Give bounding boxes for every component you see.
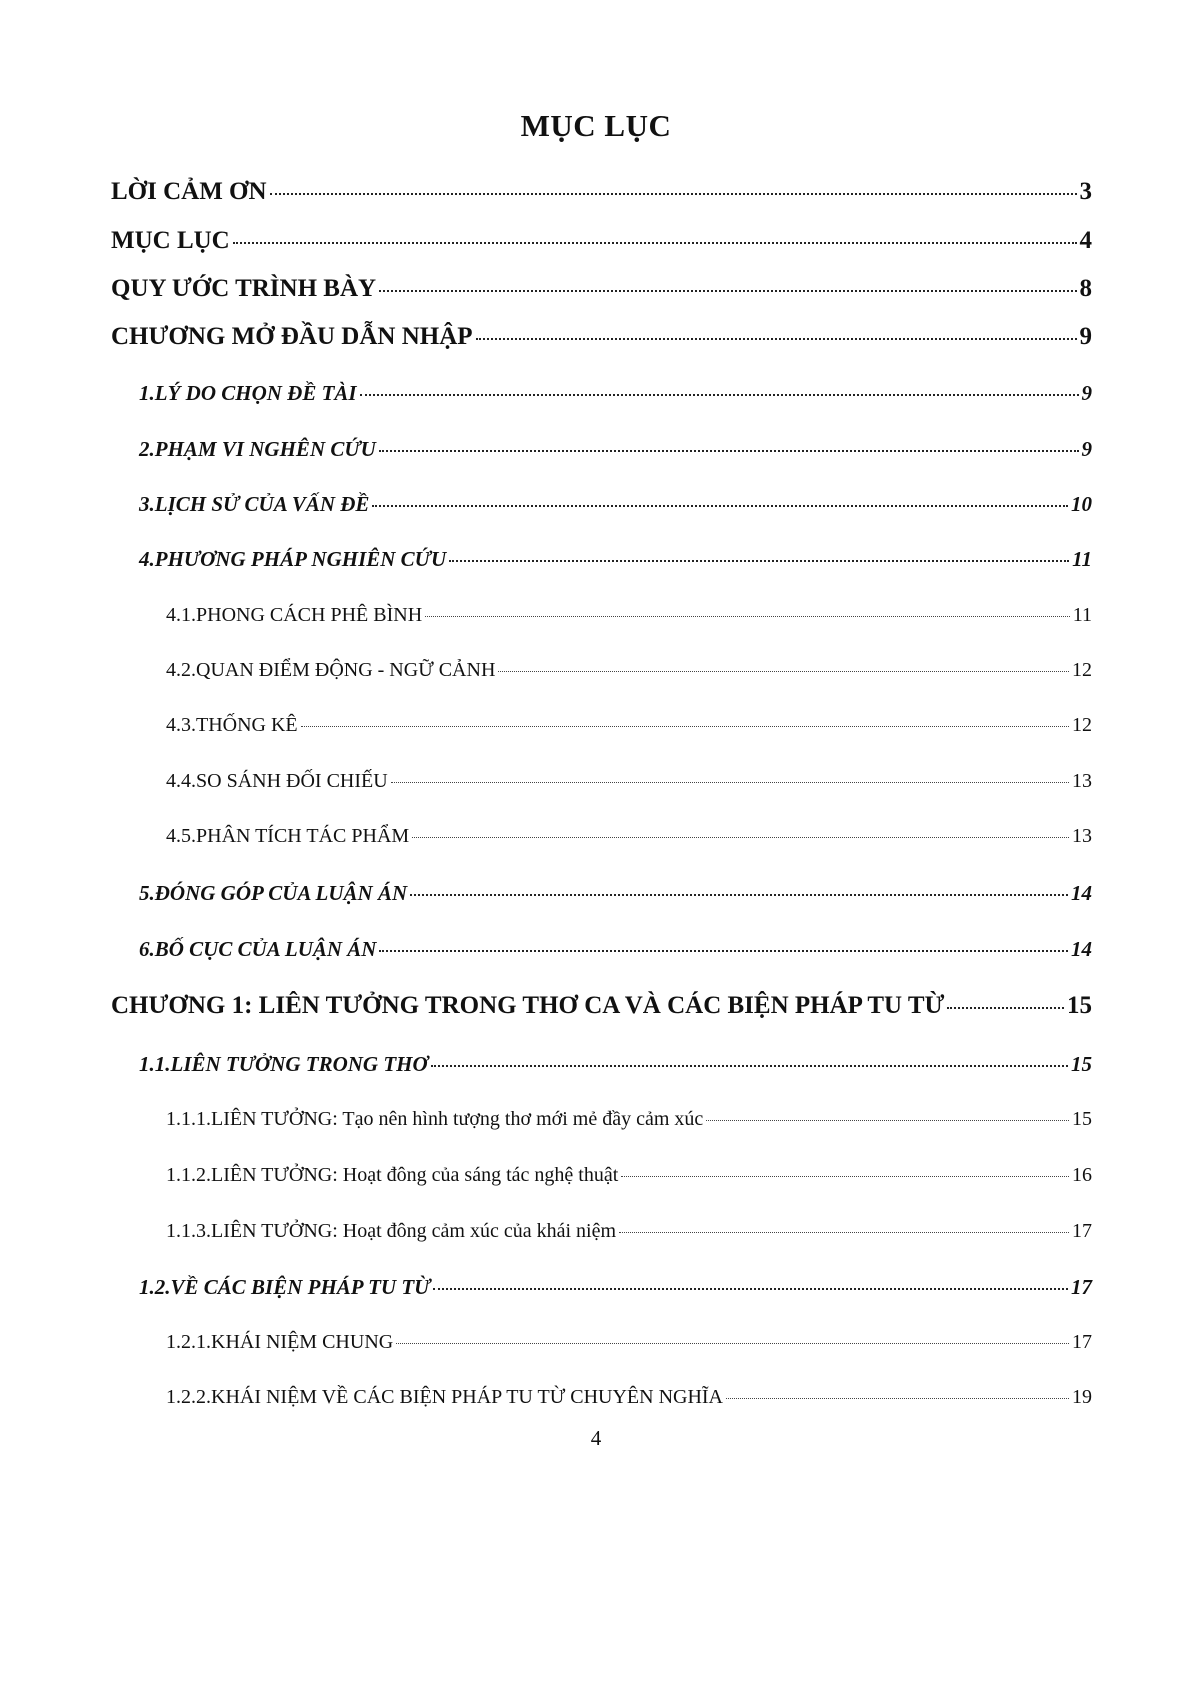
toc-entry-label: CHƯƠNG MỞ ĐẦU DẪN NHẬP xyxy=(111,323,473,350)
dot-leader xyxy=(379,950,1068,952)
toc-entry-page: 11 xyxy=(1072,604,1092,626)
dot-leader xyxy=(410,894,1068,896)
toc-entry[interactable] xyxy=(166,825,1092,848)
dot-leader xyxy=(233,242,1077,244)
dot-leader xyxy=(360,394,1079,396)
toc-entry-label: 1.1.LIÊN TƯỞNG TRONG THƠ xyxy=(139,1052,428,1076)
toc-entry[interactable] xyxy=(111,178,1092,206)
dot-leader xyxy=(498,671,1069,672)
toc-entry-label: 1.2.VỀ CÁC BIỆN PHÁP TU TỪ xyxy=(139,1275,431,1299)
toc-entry-label: MỤC LỤC xyxy=(111,227,230,254)
toc-entry[interactable] xyxy=(166,1220,1092,1243)
toc-entry-page: 14 xyxy=(1071,937,1092,961)
dot-leader xyxy=(706,1120,1069,1121)
toc-entry-label: 4.5.PHÂN TÍCH TÁC PHẨM xyxy=(166,825,410,847)
dot-leader xyxy=(947,1007,1064,1009)
dot-leader xyxy=(431,1065,1068,1067)
toc-entry[interactable] xyxy=(166,714,1092,737)
toc-entry[interactable] xyxy=(166,770,1092,793)
toc-entry-label: 4.3.THỐNG KÊ xyxy=(166,714,298,736)
toc-entry-page: 9 xyxy=(1081,437,1092,461)
dot-leader xyxy=(449,560,1069,562)
dot-leader xyxy=(301,726,1069,727)
toc-entry[interactable] xyxy=(139,547,1092,572)
toc-entry-label: 1.1.1.LIÊN TƯỞNG: Tạo nên hình tượng thơ mới mẻ đầy cảm xúc xyxy=(166,1108,704,1130)
toc-entry[interactable] xyxy=(139,1052,1092,1077)
toc-entry-page: 4 xyxy=(1079,227,1092,254)
toc-entry-page: 11 xyxy=(1072,547,1092,571)
dot-leader xyxy=(270,193,1077,195)
toc-entry-page: 9 xyxy=(1081,381,1092,405)
toc-entry[interactable] xyxy=(139,1275,1092,1300)
toc-entry-page: 16 xyxy=(1072,1164,1092,1186)
toc-entry-page: 10 xyxy=(1071,492,1092,516)
toc-entry-page: 15 xyxy=(1071,1052,1092,1076)
toc-entry-label: 1.1.3.LIÊN TƯỞNG: Hoạt đông cảm xúc của khái niệm xyxy=(166,1220,617,1242)
toc-entry-label: 1.1.2.LIÊN TƯỞNG: Hoạt đông của sáng tác nghệ thuật xyxy=(166,1164,619,1186)
toc-entry[interactable] xyxy=(139,437,1092,462)
toc-entry[interactable] xyxy=(139,492,1092,517)
toc-entry[interactable] xyxy=(111,227,1092,255)
toc-entry-page: 19 xyxy=(1072,1386,1092,1408)
dot-leader xyxy=(726,1398,1069,1399)
toc-entry-page: 12 xyxy=(1072,714,1092,736)
toc-entry[interactable] xyxy=(166,1108,1092,1131)
toc-entry-label: 5.ĐÓNG GÓP CỦA LUẬN ÁN xyxy=(139,881,408,905)
toc-entry-label: 4.4.SO SÁNH ĐỐI CHIẾU xyxy=(166,770,388,792)
dot-leader xyxy=(476,338,1077,340)
toc-entry-page: 17 xyxy=(1072,1331,1092,1353)
dot-leader xyxy=(396,1343,1069,1344)
toc-entry-label: 6.BỐ CỤC CỦA LUẬN ÁN xyxy=(139,937,377,961)
dot-leader xyxy=(379,450,1079,452)
toc-entry-label: 3.LỊCH SỬ CỦA VẤN ĐỀ xyxy=(139,492,370,516)
toc-entry-page: 15 xyxy=(1072,1108,1092,1130)
toc-entry[interactable] xyxy=(111,992,1092,1020)
toc-entry-label: 2.PHẠM VI NGHÊN CỨU xyxy=(139,437,376,461)
toc-entry[interactable] xyxy=(111,323,1092,351)
toc-entry-label: 4.PHƯƠNG PHÁP NGHIÊN CỨU xyxy=(139,547,447,571)
dot-leader xyxy=(379,290,1076,292)
dot-leader xyxy=(372,505,1068,507)
toc-entry-page: 9 xyxy=(1079,323,1092,350)
toc-entry-label: LỜI CẢM ƠN xyxy=(111,178,267,205)
toc-entry-label: QUY ƯỚC TRÌNH BÀY xyxy=(111,275,377,302)
toc-entry[interactable] xyxy=(166,604,1092,627)
toc-entry-page: 13 xyxy=(1072,825,1092,847)
page-number: 4 xyxy=(590,1426,602,1450)
toc-entry-label: 1.2.1.KHÁI NIỆM CHUNG xyxy=(166,1331,394,1353)
toc-entry-page: 14 xyxy=(1071,881,1092,905)
toc-entry-label: 1.LÝ DO CHỌN ĐỀ TÀI xyxy=(139,381,357,405)
toc-entry[interactable] xyxy=(166,659,1092,682)
toc-entry[interactable] xyxy=(166,1164,1092,1187)
toc-entry[interactable] xyxy=(139,937,1092,962)
toc-entry[interactable] xyxy=(111,275,1092,303)
page-title: MỤC LỤC xyxy=(520,108,672,143)
toc-entry-page: 17 xyxy=(1071,1275,1092,1299)
toc-entry-page: 8 xyxy=(1079,275,1092,302)
toc-entry[interactable] xyxy=(166,1386,1092,1409)
dot-leader xyxy=(621,1176,1069,1177)
toc-entry-page: 12 xyxy=(1072,659,1092,681)
dot-leader xyxy=(433,1288,1068,1290)
toc-entry-page: 13 xyxy=(1072,770,1092,792)
toc-entry-page: 15 xyxy=(1067,992,1092,1019)
toc-entry-page: 3 xyxy=(1079,178,1092,205)
dot-leader xyxy=(412,837,1069,838)
dot-leader xyxy=(425,616,1070,617)
toc-entry-label: CHƯƠNG 1: LIÊN TƯỞNG TRONG THƠ CA VÀ CÁC BIỆN PHÁP TU TỪ xyxy=(111,992,945,1019)
toc-entry[interactable] xyxy=(139,381,1092,406)
toc-entry[interactable] xyxy=(166,1331,1092,1354)
dot-leader xyxy=(619,1232,1069,1233)
toc-entry-label: 4.1.PHONG CÁCH PHÊ BÌNH xyxy=(166,604,423,626)
toc-entry-page: 17 xyxy=(1072,1220,1092,1242)
dot-leader xyxy=(391,782,1069,783)
toc-entry[interactable] xyxy=(139,881,1092,906)
toc-entry-label: 4.2.QUAN ĐIỂM ĐỘNG - NGỮ CẢNH xyxy=(166,659,496,681)
toc-entry-label: 1.2.2.KHÁI NIỆM VỀ CÁC BIỆN PHÁP TU TỪ CHUYÊN NGHĨA xyxy=(166,1386,724,1408)
